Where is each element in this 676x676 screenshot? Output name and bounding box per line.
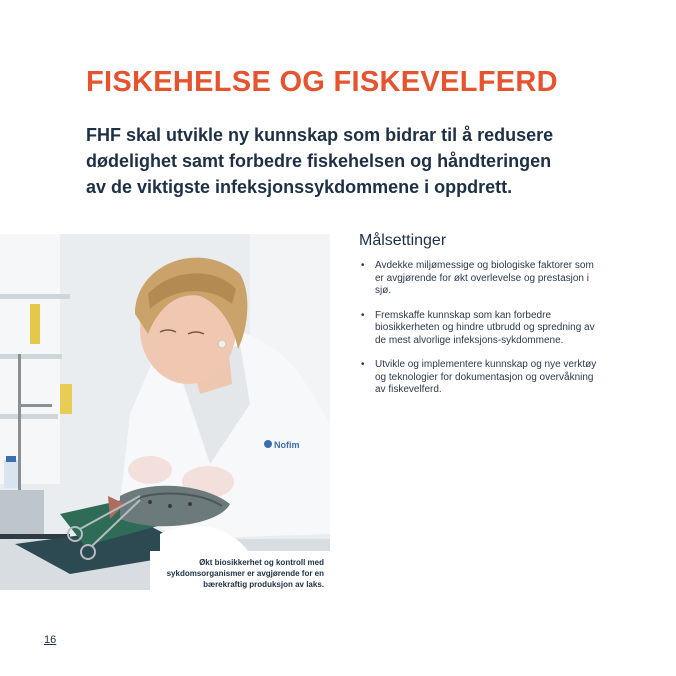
page-title: FISKEHELSE OG FISKEVELFERD bbox=[86, 66, 558, 98]
goals-list bbox=[359, 260, 599, 397]
goal-item bbox=[359, 359, 599, 397]
intro-text: FHF skal utvikle ny kunnskap som bidrar til å redusere dødelighet samt forbedre fiskehelsen og håndteringen av de viktigste infeksjonssykdommene i oppdrett. bbox=[86, 125, 554, 197]
svg-text:Nofim: Nofim bbox=[274, 440, 300, 450]
photo-caption: Økt biosikkerhet og kontroll med sykdomsorganismer er avgjørende for en bærekraftig produksjon av laks. bbox=[150, 551, 330, 595]
goal-text: Fremskaffe kunnskap som kan forbedre biosikkerheten og hindre utbrudd og spredning av de mest alvorlige infeksjons-sykdommene. bbox=[375, 309, 595, 346]
lab-photo bbox=[0, 234, 330, 590]
goal-text: Utvikle og implementere kunnskap og nye verktøy og teknologier for dokumentasjon og overvåkning av fiskevelferd. bbox=[375, 359, 597, 395]
goals-section bbox=[359, 232, 599, 409]
bullet-icon: • bbox=[361, 359, 365, 370]
bullet-icon: • bbox=[361, 260, 365, 271]
goal-item bbox=[359, 260, 599, 298]
goal-item bbox=[359, 310, 599, 348]
bullet-icon: • bbox=[361, 309, 365, 321]
goals-heading: Målsettinger bbox=[359, 232, 447, 249]
page-number[interactable]: 16 bbox=[44, 634, 57, 646]
goal-text: Avdekke miljømessige og biologiske faktorer som er avgjørende for økt overlevelse og prestasjon i sjø. bbox=[375, 260, 594, 296]
